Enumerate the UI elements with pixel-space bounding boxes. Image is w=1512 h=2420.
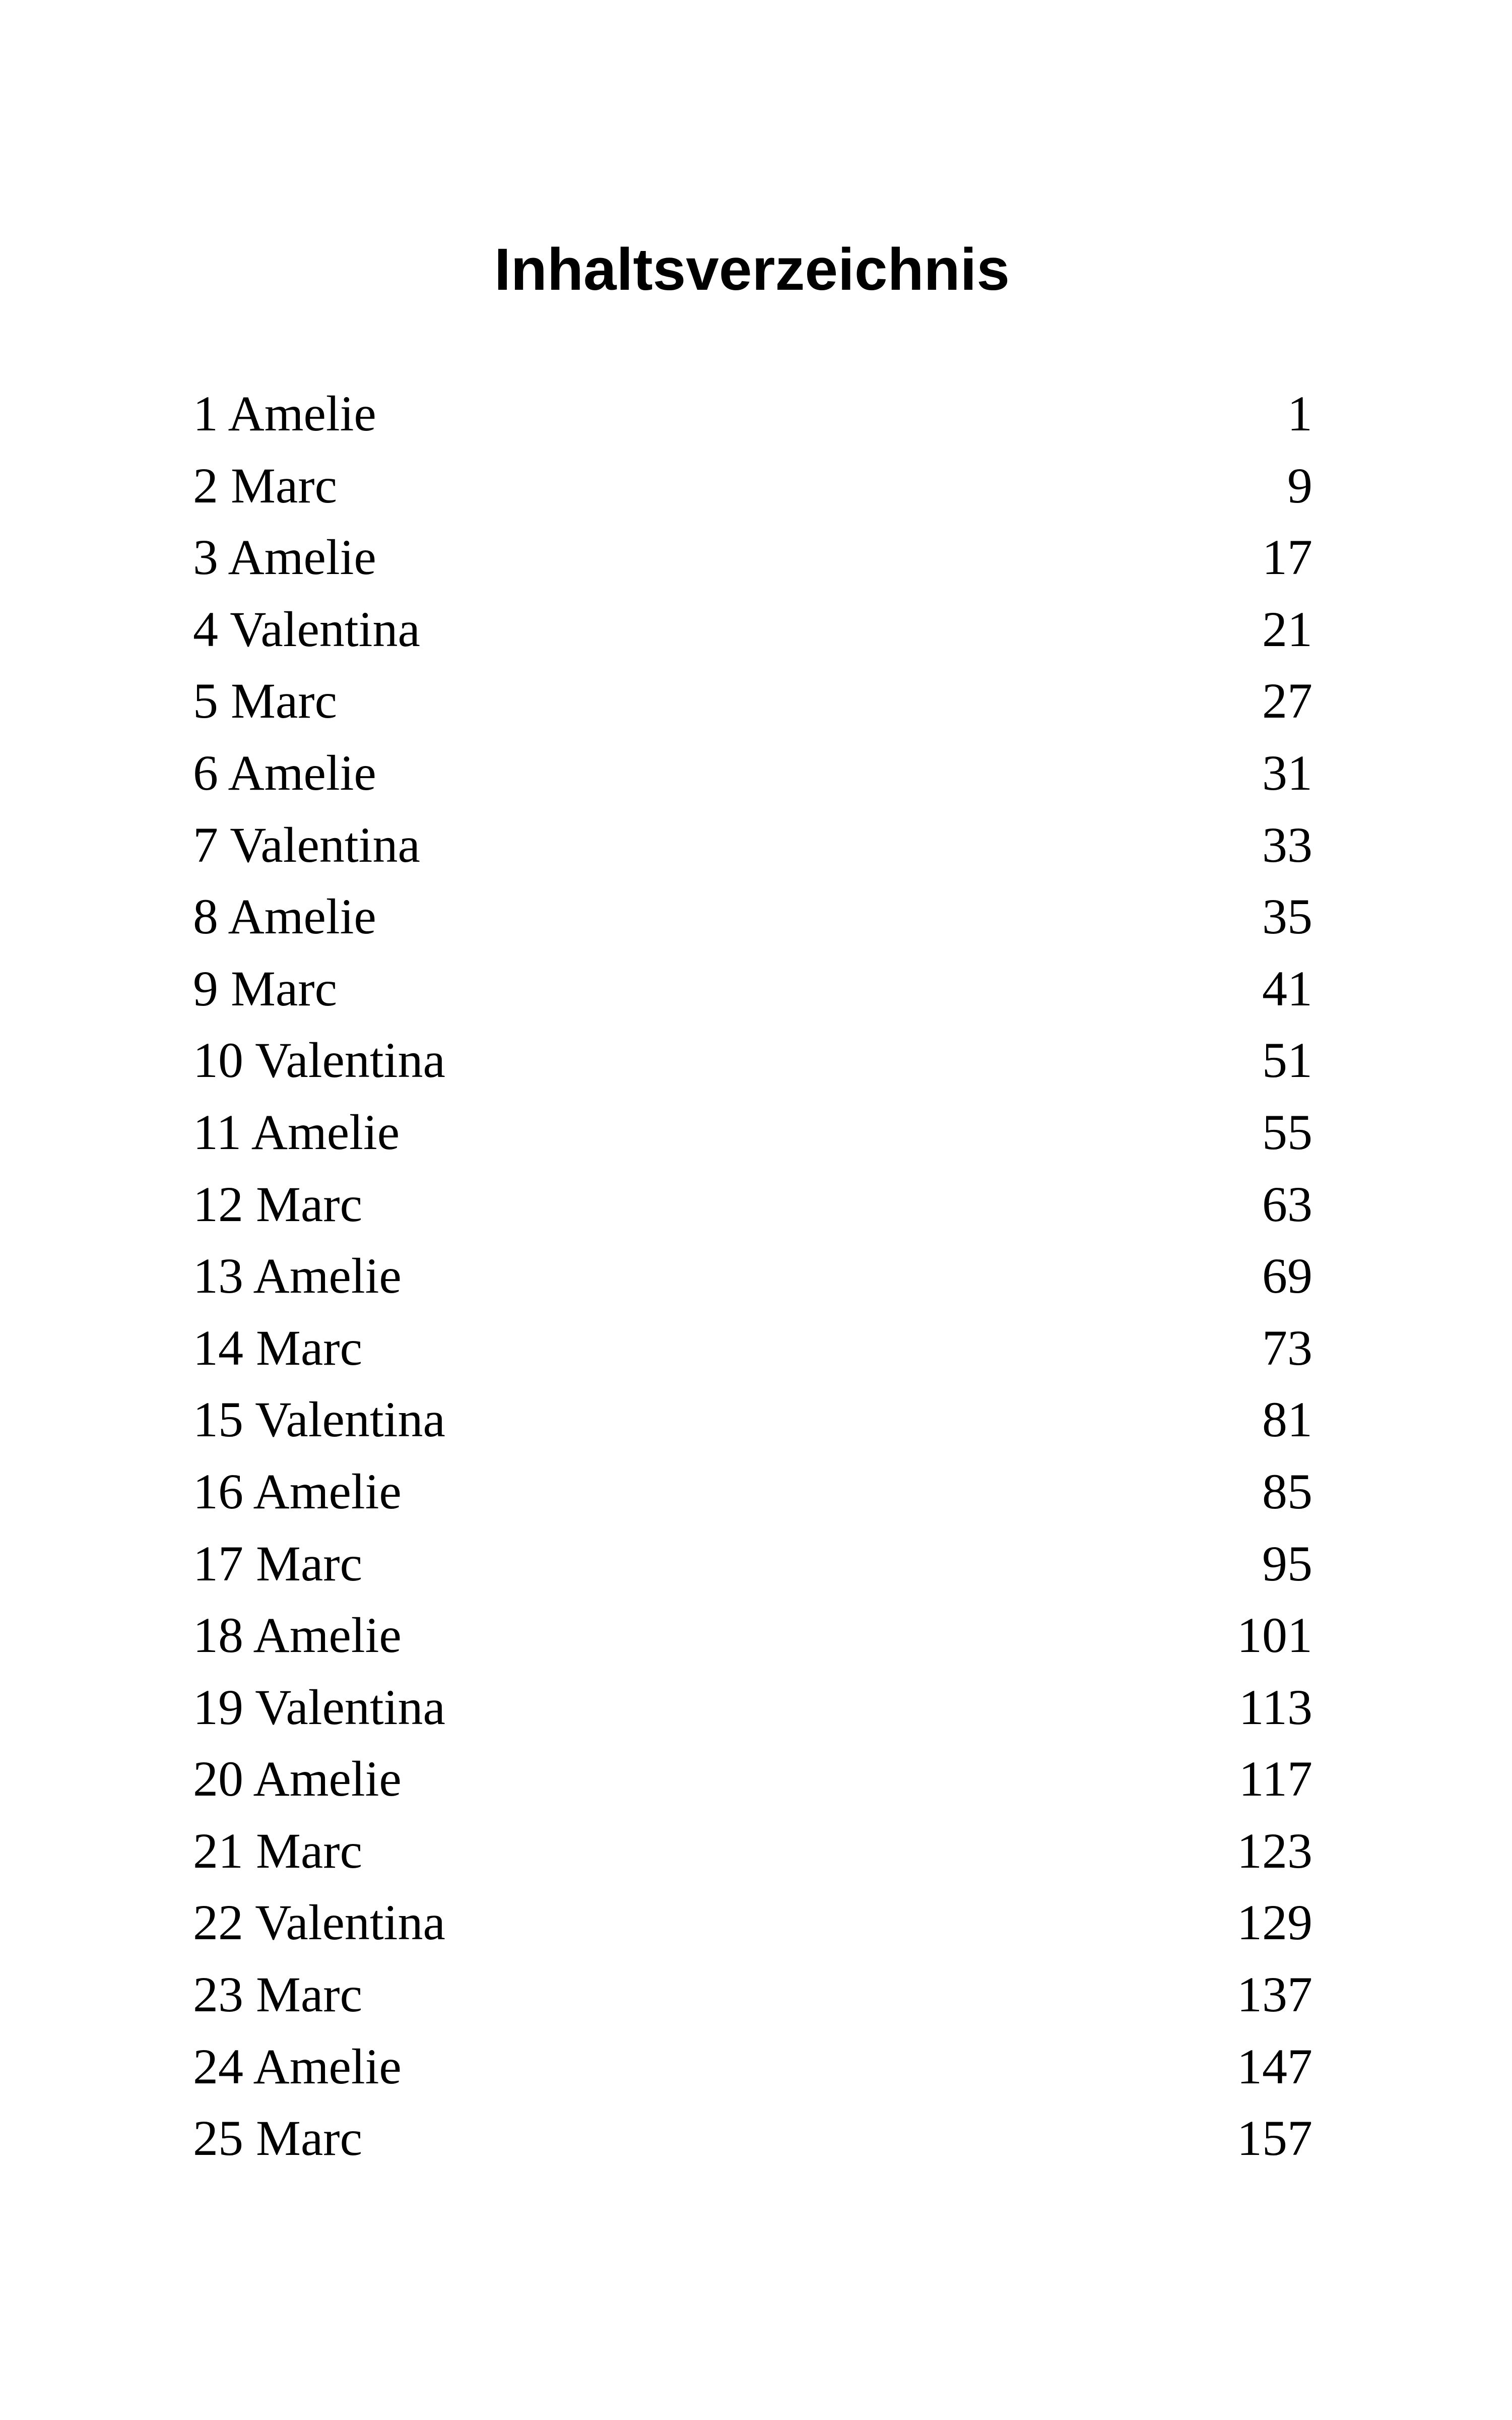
toc-entry — [193, 665, 1312, 737]
toc-entry — [193, 1528, 1312, 1600]
toc-entry-page-number: 101 — [1237, 1607, 1312, 1664]
toc-entry-page-number: 9 — [1287, 457, 1312, 514]
toc-entry — [193, 1025, 1312, 1097]
toc-entry-label: 23 Marc — [193, 1966, 362, 2023]
toc-entry-label: 13 Amelie — [193, 1248, 402, 1304]
toc-entry-label: 7 Valentina — [193, 816, 420, 873]
toc-entry-label: 19 Valentina — [193, 1679, 445, 1735]
toc-entry — [193, 1600, 1312, 1672]
toc-entry-label: 24 Amelie — [193, 2038, 402, 2094]
toc-entry — [193, 1169, 1312, 1241]
toc-entry-label: 4 Valentina — [193, 601, 420, 657]
toc-entry-label: 8 Amelie — [193, 888, 376, 945]
toc-entry-label: 25 Marc — [193, 2110, 362, 2167]
toc-entry — [193, 1672, 1312, 1744]
toc-entry-page-number: 21 — [1262, 601, 1312, 657]
toc-entry — [193, 953, 1312, 1025]
toc-entry-label: 6 Amelie — [193, 744, 376, 801]
toc-entry-label: 21 Marc — [193, 1822, 362, 1879]
toc-entry-page-number: 73 — [1262, 1319, 1312, 1376]
page-title: Inhaltsverzeichnis — [494, 236, 1010, 303]
toc-entry-page-number: 123 — [1237, 1822, 1312, 1879]
toc-entry — [193, 522, 1312, 594]
toc-entry-label: 3 Amelie — [193, 529, 376, 586]
toc-entry — [193, 809, 1312, 881]
table-of-contents — [193, 378, 1312, 2175]
toc-entry-label: 15 Valentina — [193, 1391, 445, 1448]
toc-entry-page-number: 1 — [1287, 386, 1312, 441]
toc-entry-page-number: 33 — [1262, 816, 1312, 873]
toc-entry — [193, 450, 1312, 522]
toc-entry — [193, 378, 1312, 450]
toc-entry — [193, 881, 1312, 953]
toc-entry-page-number: 17 — [1262, 529, 1312, 586]
toc-entry — [193, 1240, 1312, 1312]
toc-entry — [193, 1815, 1312, 1887]
toc-entry-page-number: 35 — [1262, 888, 1312, 945]
toc-entry-label: 10 Valentina — [193, 1032, 445, 1089]
toc-entry-page-number: 137 — [1237, 1966, 1312, 2023]
toc-entry-page-number: 129 — [1237, 1894, 1312, 1951]
toc-entry-page-number: 117 — [1238, 1751, 1312, 1807]
toc-entry — [193, 1887, 1312, 1959]
toc-entry — [193, 1097, 1312, 1169]
toc-entry-page-number: 27 — [1262, 673, 1312, 729]
toc-entry-page-number: 81 — [1262, 1391, 1312, 1448]
toc-entry-label: 17 Marc — [193, 1535, 362, 1591]
toc-entry-label: 14 Marc — [193, 1319, 362, 1376]
toc-entry-label: 18 Amelie — [193, 1607, 402, 1664]
toc-entry — [193, 2031, 1312, 2103]
toc-entry-page-number: 85 — [1262, 1463, 1312, 1519]
toc-entry-label: 22 Valentina — [193, 1894, 445, 1951]
toc-entry-page-number: 41 — [1262, 960, 1312, 1016]
toc-entry-page-number: 69 — [1262, 1248, 1312, 1304]
toc-entry-page-number: 55 — [1262, 1104, 1312, 1160]
toc-entry — [193, 1312, 1312, 1384]
toc-entry — [193, 594, 1312, 666]
toc-entry — [193, 1384, 1312, 1456]
toc-entry — [193, 2103, 1312, 2175]
toc-entry — [193, 1743, 1312, 1815]
toc-entry-label: 2 Marc — [193, 457, 337, 514]
toc-entry-page-number: 63 — [1262, 1176, 1312, 1232]
toc-entry — [193, 1456, 1312, 1528]
toc-entry-label: 5 Marc — [193, 673, 337, 729]
toc-entry-page-number: 147 — [1237, 2038, 1312, 2094]
toc-entry-page-number: 95 — [1262, 1535, 1312, 1591]
toc-entry-label: 1 Amelie — [193, 386, 376, 441]
toc-entry-page-number: 51 — [1262, 1032, 1312, 1089]
toc-entry-label: 20 Amelie — [193, 1751, 402, 1807]
toc-entry-page-number: 157 — [1237, 2110, 1312, 2167]
toc-entry-page-number: 31 — [1262, 744, 1312, 801]
toc-entry — [193, 1959, 1312, 2031]
toc-entry-label: 9 Marc — [193, 960, 337, 1016]
toc-entry-page-number: 113 — [1238, 1679, 1312, 1735]
toc-entry-label: 16 Amelie — [193, 1463, 402, 1519]
toc-entry — [193, 737, 1312, 809]
toc-entry-label: 11 Amelie — [193, 1104, 400, 1160]
toc-entry-label: 12 Marc — [193, 1176, 362, 1232]
